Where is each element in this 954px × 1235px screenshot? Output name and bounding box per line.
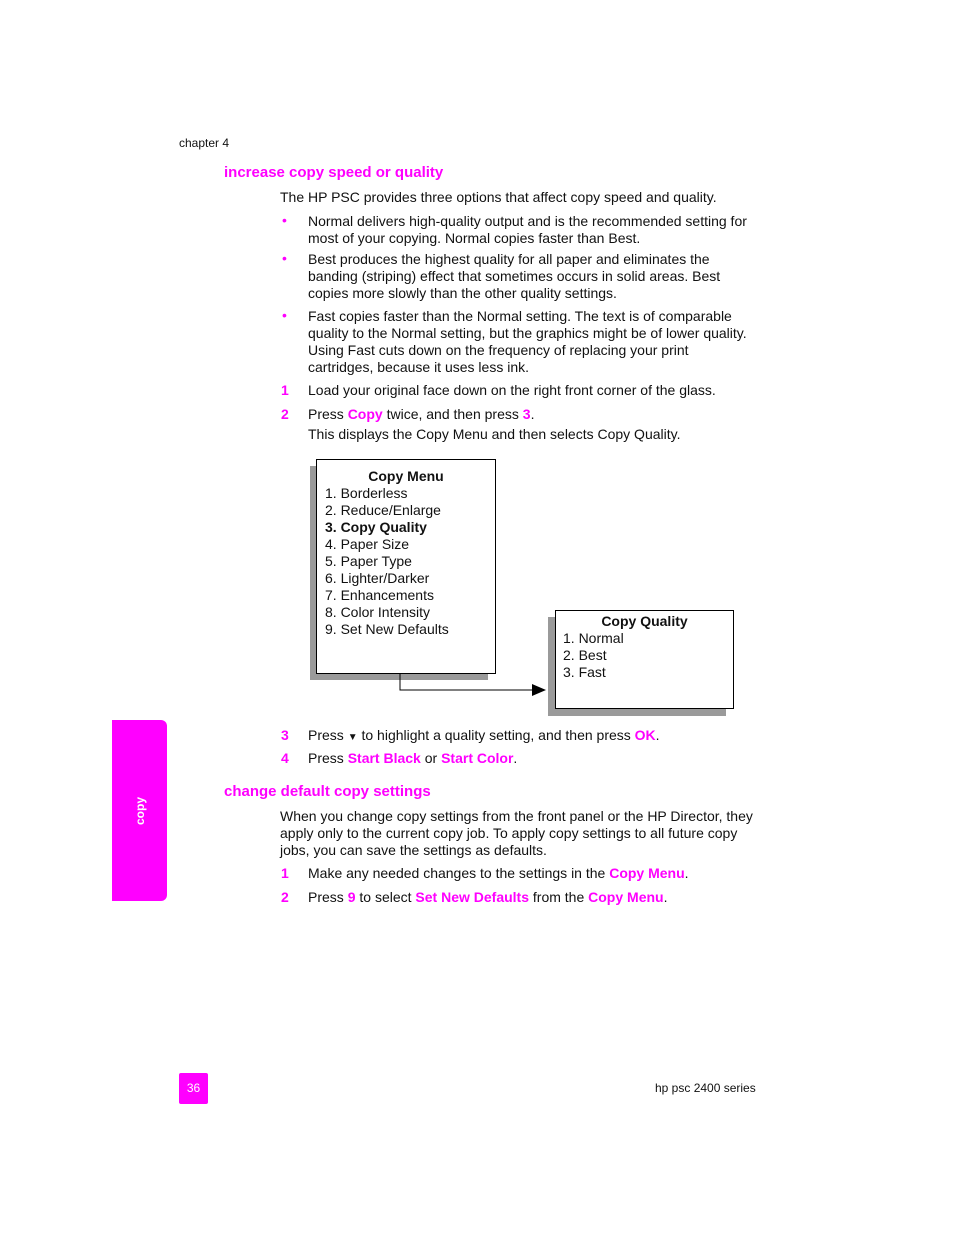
step-number: 1 [281, 865, 289, 881]
set-new-defaults-key: Set New Defaults [415, 889, 529, 905]
bullet-fast: Fast copies faster than the Normal setting. The text is of comparable quality to the Normal setting, but the graphics might be of lower quality. Using Fast cuts down on the frequency of replacing your print cartridges, because it uses less ink. [308, 308, 747, 375]
text-run: twice, and then press [382, 406, 523, 422]
copy-menu-title: Copy Menu [368, 468, 444, 484]
footer-product: hp psc 2400 series [655, 1081, 756, 1095]
step-number: 2 [281, 889, 289, 905]
bullet-icon: • [282, 212, 287, 228]
text-run: Press [308, 750, 348, 766]
down-arrow-icon: ▼ [347, 732, 358, 743]
section-heading-speed-quality: increase copy speed or quality [224, 164, 444, 181]
text-run: . [655, 727, 660, 743]
text-run: Make any needed changes to the settings in the [308, 865, 610, 881]
copy-key: Copy [347, 406, 383, 422]
text-run: Press [308, 727, 348, 743]
text-run: . [530, 406, 535, 422]
chapter-label: chapter 4 [179, 136, 230, 150]
copy-menu-key: Copy Menu [609, 865, 685, 881]
text-run: from the [529, 889, 589, 905]
bullet-best: Best produces the highest quality for all paper and eliminates the banding (striping) effect that sometimes occurs in solid areas. Best copies more slowly than the other quality settings. [308, 251, 721, 301]
menu-item: 4. Paper Size [325, 536, 410, 552]
menu-item: 1. Borderless [325, 485, 408, 501]
menu-item: 6. Lighter/Darker [325, 570, 430, 586]
text-run: . [513, 750, 518, 766]
section2-intro: When you change copy settings from the front panel or the HP Director, they apply only to the current copy job. To apply copy settings to all future copy jobs, you can save the settings as defaults. [280, 808, 753, 858]
menu-item-selected: 3. Copy Quality [325, 519, 427, 535]
menu-item: 8. Color Intensity [325, 604, 431, 620]
text-run: . [684, 865, 689, 881]
section-heading-default-settings: change default copy settings [224, 783, 431, 800]
step-number: 3 [281, 727, 289, 743]
copy-quality-title: Copy Quality [601, 613, 688, 629]
step2-text [308, 406, 756, 423]
menu-item: 7. Enhancements [325, 587, 434, 603]
key-9: 9 [347, 889, 356, 905]
step3-text [308, 727, 756, 746]
menu-item: 1. Normal [563, 630, 624, 646]
ok-key: OK [634, 727, 656, 743]
section2-step1-text [308, 865, 756, 882]
copy-menu-key: Copy Menu [588, 889, 664, 905]
text-run: Press [308, 889, 348, 905]
menu-item: 9. Set New Defaults [325, 621, 449, 637]
side-tab [112, 720, 167, 901]
page-number: 36 [179, 1073, 208, 1104]
step2-note: This displays the Copy Menu and then selects Copy Quality. [308, 426, 681, 442]
menu-item: 2. Best [563, 647, 607, 663]
key-3: 3 [522, 406, 531, 422]
step4-text [308, 750, 756, 767]
section2-step2-text [308, 889, 756, 906]
text-run: Press [308, 406, 348, 422]
section1-intro: The HP PSC provides three options that affect copy speed and quality. [280, 189, 717, 205]
text-run: . [663, 889, 668, 905]
copy-menu-box [316, 459, 496, 674]
menu-item: 3. Fast [563, 664, 606, 680]
connector-arrow-icon [395, 670, 555, 700]
text-run: to select [355, 889, 416, 905]
step1-text: Load your original face down on the right front corner of the glass. [308, 382, 716, 398]
start-color-key: Start Color [441, 750, 514, 766]
bullet-icon: • [282, 307, 287, 323]
menu-item: 2. Reduce/Enlarge [325, 502, 441, 518]
bullet-icon: • [282, 250, 287, 266]
menu-item: 5. Paper Type [325, 553, 412, 569]
text-run: or [420, 750, 442, 766]
start-black-key: Start Black [347, 750, 421, 766]
step-number: 2 [281, 406, 289, 422]
copy-quality-box [555, 610, 734, 709]
side-tab-label: copy [132, 796, 147, 825]
step-number: 4 [281, 750, 289, 766]
step-number: 1 [281, 382, 289, 398]
text-run: to highlight a quality setting, and then press [357, 727, 635, 743]
bullet-normal: Normal delivers high-quality output and is the recommended setting for most of your copying. Normal copies faster than Best. [308, 213, 747, 246]
